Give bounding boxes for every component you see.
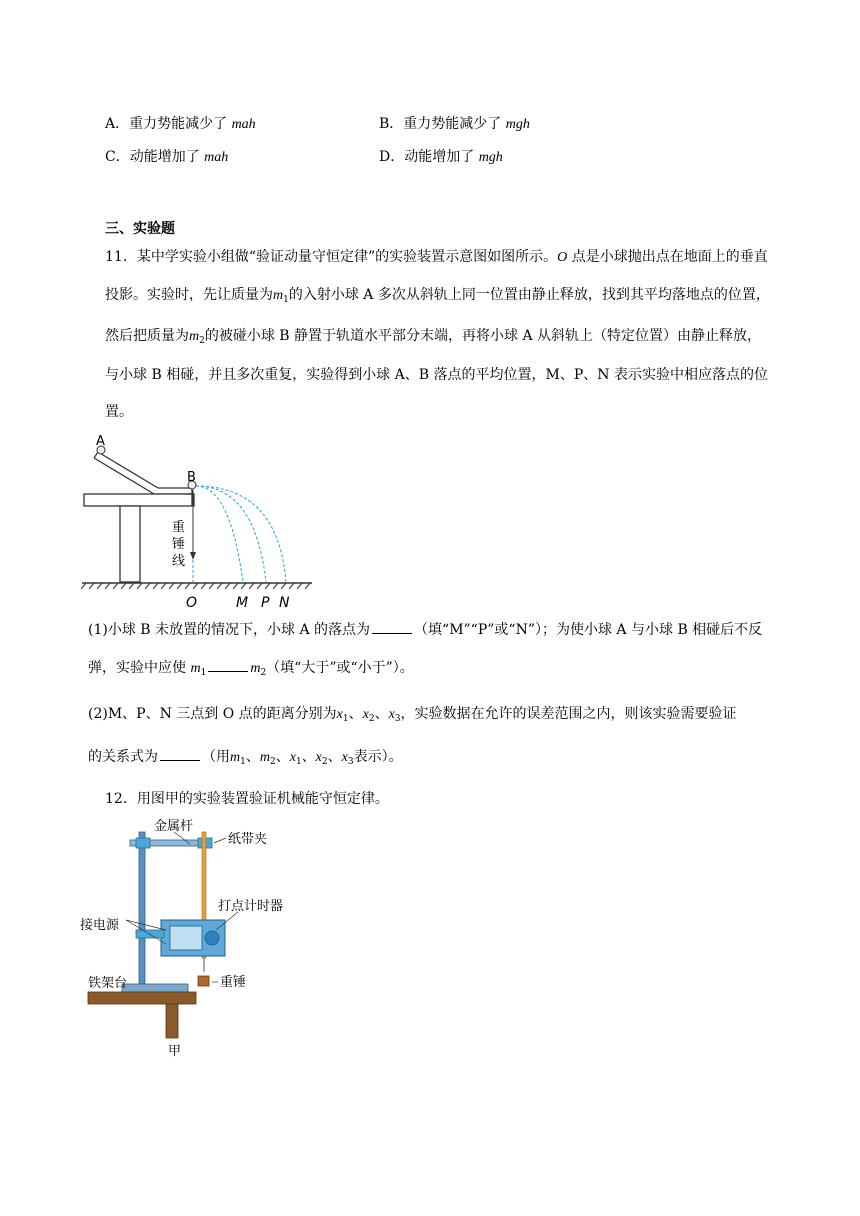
label-metal-rod: 金属杆 — [154, 819, 194, 834]
label-tape-clip: 纸带夹 — [228, 832, 268, 847]
label-p: P — [261, 595, 270, 611]
option-b: B．重力势能减少了 mgh — [379, 116, 530, 132]
q12-text: 12．用图甲的实验装置验证机械能守恒定律。 — [105, 791, 389, 807]
label-stand: 铁架台 — [88, 976, 128, 991]
answer-blank[interactable] — [372, 621, 412, 634]
label-n: N — [279, 595, 290, 611]
label-a: A — [96, 434, 105, 449]
q11-sub2-line-1: (2)M、P、N 三点到 O 点的距离分别为$x_1$、$x_2$、$x_3$，实验数据在允许的误差范围之内，则该实验需要验证 — [88, 706, 737, 724]
q11-line-4: 与小球 B 相碰，并且多次重复，实验得到小球 A、B 落点的平均位置，M、P、N 表示实验中相应落点的位 — [105, 367, 768, 383]
q11-sub1-line-1: (1)小球 B 未放置的情况下，小球 A 的落点为 （填“M”“P”或“N”）；为使小球 A 与小球 B 相碰后不反 — [88, 622, 763, 638]
label-weight-line-1: 重 — [172, 520, 186, 535]
answer-blank[interactable] — [160, 748, 200, 761]
answer-blank[interactable] — [208, 659, 248, 672]
q11-line-5: 置。 — [105, 404, 133, 420]
option-c: C．动能增加了 mah — [105, 149, 229, 165]
collision-apparatus-figure — [80, 428, 320, 613]
q11-sub1-line-2: 弹，实验中应使 $m_1$ $m_2$（填“大于”或“小于”）。 — [88, 660, 414, 678]
label-o: O — [186, 595, 198, 611]
label-weight-line-2: 锤 — [172, 537, 186, 552]
option-d: D．动能增加了 mgh — [379, 149, 503, 165]
section-title: 三、实验题 — [105, 221, 175, 237]
q11-line-1: 11．某中学实验小组做“验证动量守恒定律”的实验装置示意图如图所示。O 点是小球抛出点在地面上的垂直 — [105, 249, 768, 265]
label-m: M — [236, 595, 249, 611]
q11-sub2-line-2: 的关系式为 （用$m_1$、$m_2$、$x_1$、$x_2$、$x_3$表示）。 — [88, 749, 403, 767]
option-a: A．重力势能减少了 mah — [105, 116, 256, 132]
figure-caption: 甲 — [168, 1044, 182, 1059]
label-weight-line-3: 线 — [172, 554, 186, 569]
mechanical-energy-apparatus-figure — [78, 812, 318, 1062]
label-power: 接电源 — [80, 918, 120, 933]
q11-line-3: 然后把质量为$m_2$的被碰小球 B 静置于轨道水平部分末端，再将小球 A 从斜轨上（特定位置）由静止释放， — [105, 328, 762, 346]
label-weight: 重锤 — [220, 975, 247, 990]
label-b: B — [187, 470, 196, 485]
label-timer: 打点计时器 — [218, 899, 284, 914]
q11-line-2: 投影。实验时，先让质量为$m_1$的入射小球 A 多次从斜轨上同一位置由静止释放，找到其平均落地点的位置， — [105, 287, 770, 305]
